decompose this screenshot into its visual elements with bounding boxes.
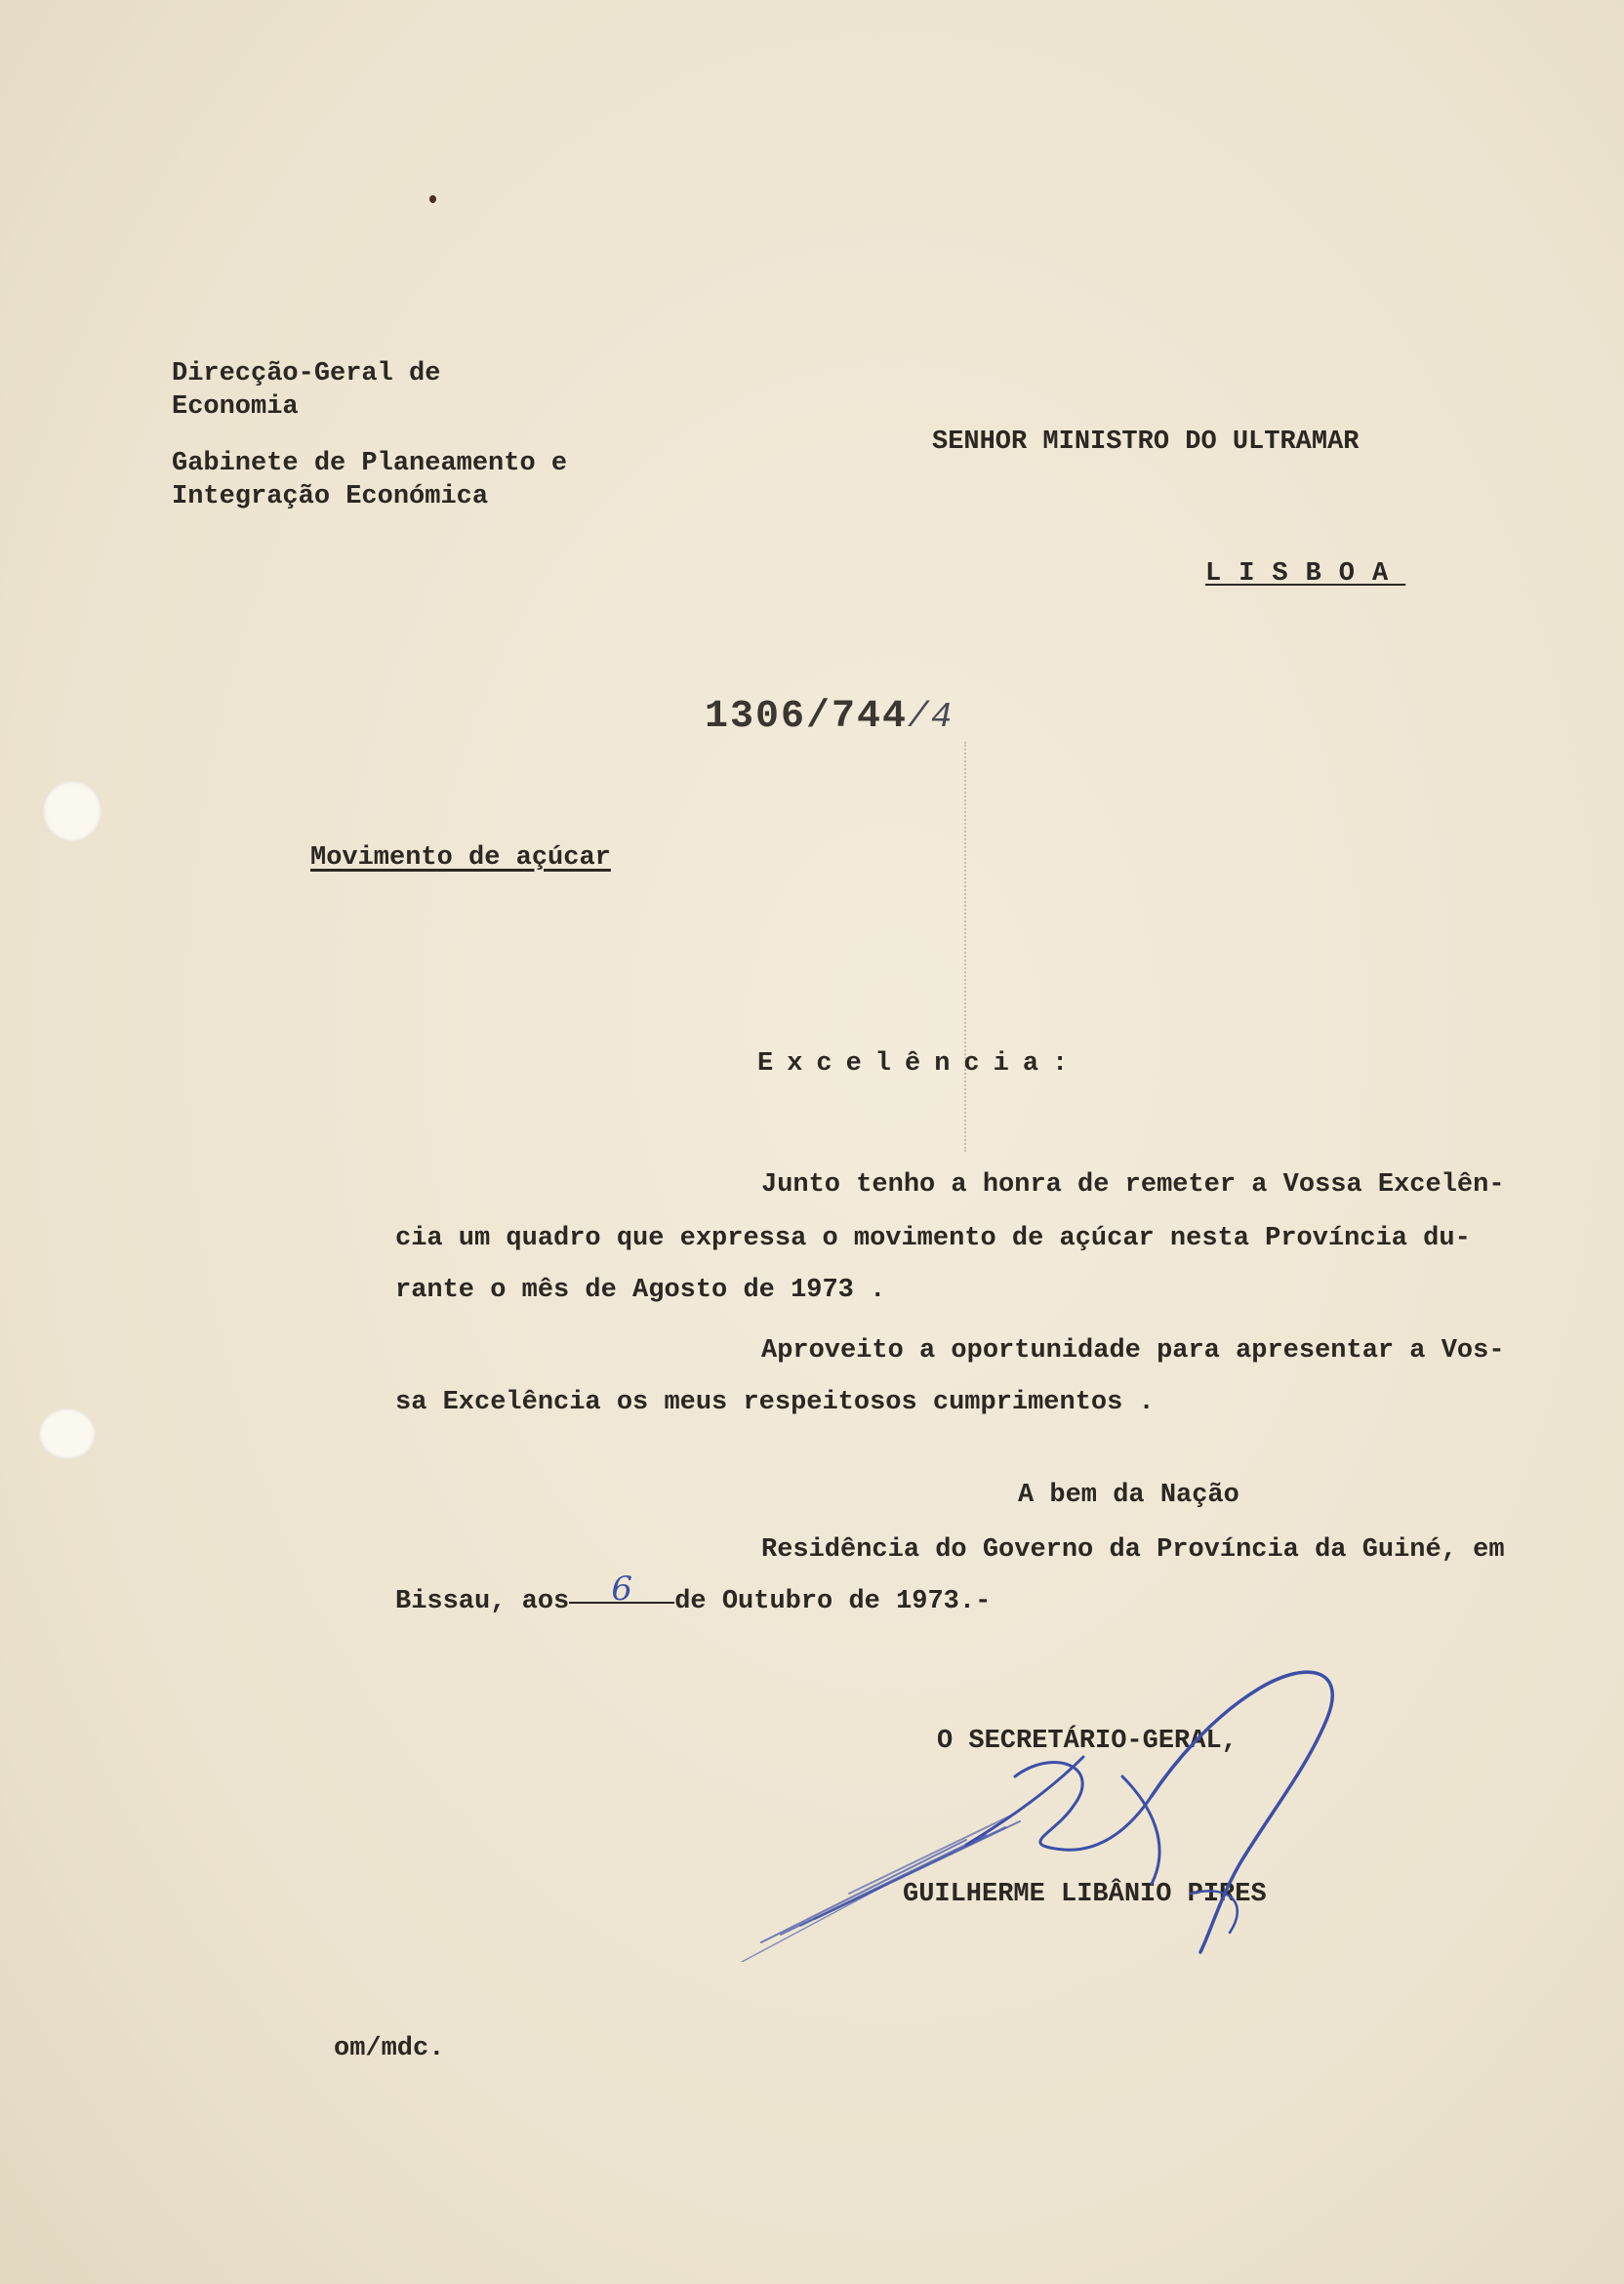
date-line [395,1570,992,1618]
body-line: rante o mês de Agosto de 1973 . [395,1276,886,1305]
fold-line [964,742,966,1152]
salutation: Excelência: [757,1049,1082,1079]
body-line: Junto tenho a honra de remeter a Vossa Excelên- [761,1170,1505,1200]
sender-line: Gabinete de Planeamento e [172,449,568,478]
addressee: SENHOR MINISTRO DO ULTRAMAR [932,428,1360,457]
date-prefix: Bissau, aos [395,1587,570,1616]
sender-block [172,357,567,513]
handwritten-day: 6 [569,1576,674,1604]
body-line: Aproveito a oportunidade para apresentar a Vos- [761,1336,1505,1366]
signatory-name: GUILHERME LIBÂNIO PIRES [903,1880,1267,1909]
signatory-title: O SECRETÁRIO-GERAL, [937,1727,1238,1756]
ink-speck [429,195,436,203]
addressee-city: LISBOA [1205,559,1406,589]
body-line: cia um quadro que expressa o movimento de açúcar nesta Província du- [395,1224,1471,1253]
reference-number [705,695,954,739]
sender-line: Direcção-Geral de [172,359,441,388]
sender-line: Economia [172,392,299,422]
handwritten-signature [644,1650,1405,1962]
punch-hole [39,1408,96,1459]
punch-hole [43,781,102,841]
subject-line: Movimento de açúcar [310,843,611,873]
reference-suffix: /4 [908,697,954,737]
reference-stamp: 1306/744 [705,695,909,739]
body-line: sa Excelência os meus respeitosos cumprimentos . [395,1388,1155,1417]
typist-initials: om/mdc. [334,2034,445,2063]
closing-formula: A bem da Nação [1018,1481,1239,1510]
date-suffix: de Outubro de 1973.- [674,1587,992,1616]
sender-line: Integração Económica [172,482,489,511]
residence-line: Residência do Governo da Província da Guiné, em [761,1535,1505,1565]
